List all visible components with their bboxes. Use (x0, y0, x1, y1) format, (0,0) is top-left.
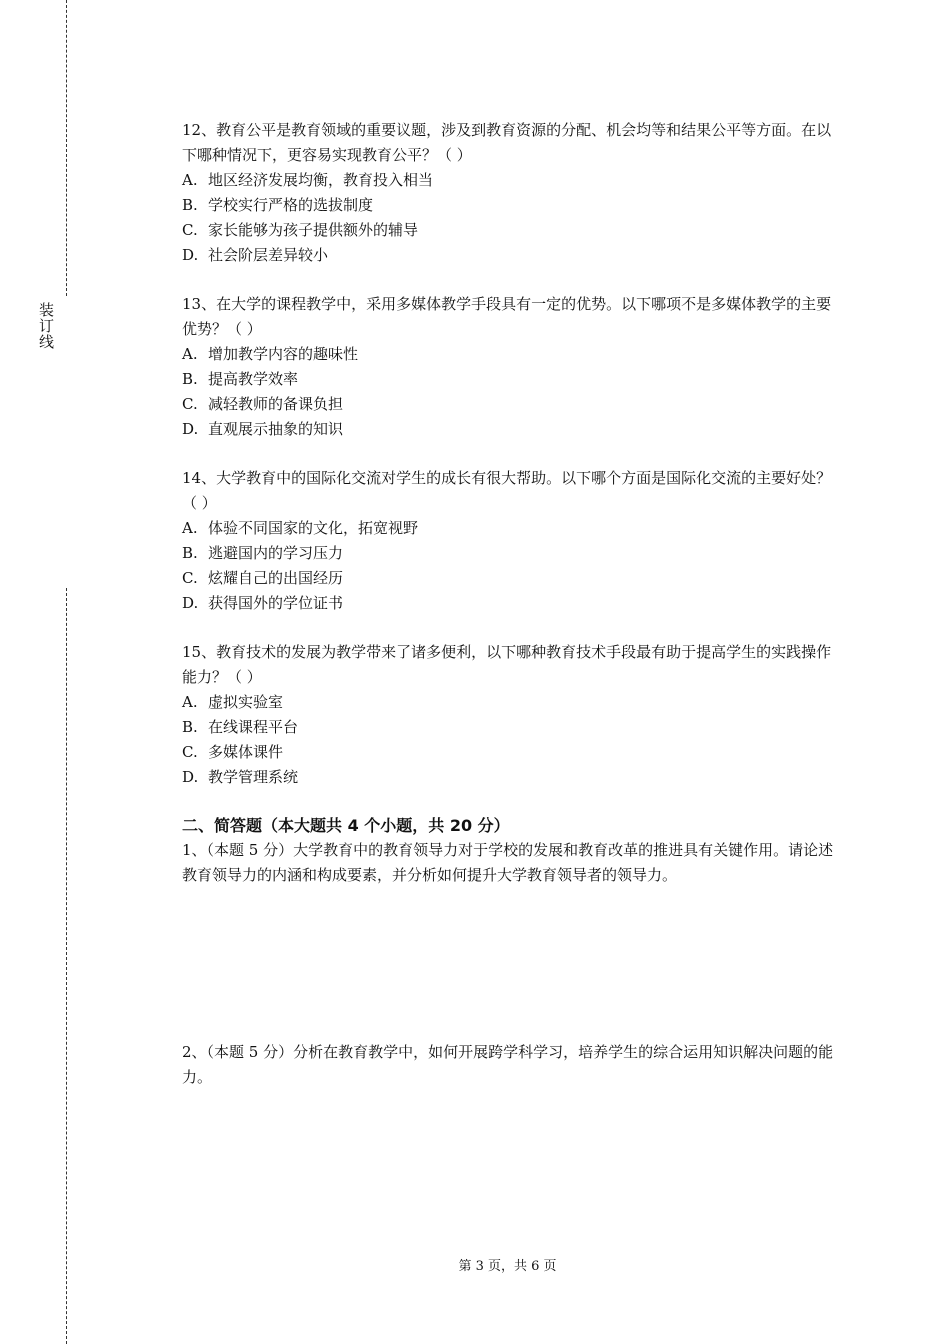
option-letter: A. (182, 171, 198, 189)
option-b (182, 193, 842, 218)
option-letter: B. (182, 370, 198, 388)
option-letter: A. (182, 693, 198, 711)
question-stem: 12、教育公平是教育领域的重要议题，涉及到教育资源的分配、机会均等和结果公平等方面。在以下哪种情况下，更容易实现教育公平？（ ） (182, 121, 832, 164)
question-14 (182, 466, 842, 616)
option-letter: D. (182, 420, 199, 438)
option-text: 获得国外的学位证书 (208, 594, 344, 612)
option-a (182, 690, 842, 715)
option-text: 多媒体课件 (208, 743, 284, 761)
option-text: 提高教学效率 (208, 370, 299, 388)
option-letter: C. (182, 221, 198, 239)
option-letter: D. (182, 768, 199, 786)
option-d (182, 417, 842, 442)
question-stem: 15、教育技术的发展为教学带来了诸多便利，以下哪种教育技术手段最有助于提高学生的实践操作能力？（ ） (182, 643, 832, 686)
option-b (182, 541, 842, 566)
option-letter: D. (182, 246, 199, 264)
option-c (182, 392, 842, 417)
option-letter: D. (182, 594, 199, 612)
option-text: 炫耀自己的出国经历 (208, 569, 344, 587)
option-letter: C. (182, 569, 198, 587)
option-c (182, 218, 842, 243)
option-text: 虚拟实验室 (208, 693, 284, 711)
option-b (182, 367, 842, 392)
binding-label: 装订线 (37, 302, 55, 350)
option-a (182, 342, 842, 367)
question-12 (182, 118, 842, 268)
option-text: 教学管理系统 (208, 768, 299, 786)
page-footer (0, 1258, 950, 1276)
binding-line-bottom (66, 588, 67, 1344)
option-c (182, 566, 842, 591)
option-letter: C. (182, 743, 198, 761)
question-stem: 13、在大学的课程教学中，采用多媒体教学手段具有一定的优势。以下哪项不是多媒体教学的主要优势？（ ） (182, 295, 832, 338)
essay-question-2: 2、（本题 5 分）分析在教育教学中，如何开展跨学科学习，培养学生的综合运用知识解决问题的能力。 (182, 1043, 834, 1086)
option-text: 增加教学内容的趣味性 (208, 345, 359, 363)
option-c (182, 740, 842, 765)
option-letter: A. (182, 345, 198, 363)
option-text: 体验不同国家的文化，拓宽视野 (208, 519, 419, 537)
question-15 (182, 640, 842, 790)
essay-question-1: 1、（本题 5 分）大学教育中的教育领导力对于学校的发展和教育改革的推进具有关键作用。请论述教育领导力的内涵和构成要素，并分析如何提升大学教育领导者的领导力。 (182, 841, 834, 884)
option-letter: B. (182, 544, 198, 562)
question-stem: 14、大学教育中的国际化交流对学生的成长有很大帮助。以下哪个方面是国际化交流的主要好处？（ ） (182, 469, 832, 512)
option-text: 地区经济发展均衡，教育投入相当 (208, 171, 434, 189)
option-b (182, 715, 842, 740)
option-letter: B. (182, 196, 198, 214)
option-text: 家长能够为孩子提供额外的辅导 (208, 221, 419, 239)
option-text: 减轻教师的备课负担 (208, 395, 344, 413)
binding-line-top (66, 0, 67, 296)
option-letter: B. (182, 718, 198, 736)
option-text: 在线课程平台 (208, 718, 299, 736)
option-text: 逃避国内的学习压力 (208, 544, 344, 562)
page-number: 第 3 页，共 6 页 (458, 1259, 557, 1274)
option-letter: C. (182, 395, 198, 413)
section-title: 二、简答题（本大题共 4 个小题，共 20 分） (182, 816, 510, 835)
option-d (182, 243, 842, 268)
option-text: 学校实行严格的选拔制度 (208, 196, 374, 214)
option-d (182, 591, 842, 616)
option-text: 直观展示抽象的知识 (208, 420, 344, 438)
exam-content (182, 118, 842, 1086)
question-13 (182, 292, 842, 442)
option-text: 社会阶层差异较小 (208, 246, 329, 264)
option-a (182, 168, 842, 193)
option-d (182, 765, 842, 790)
option-letter: A. (182, 519, 198, 537)
option-a (182, 516, 842, 541)
